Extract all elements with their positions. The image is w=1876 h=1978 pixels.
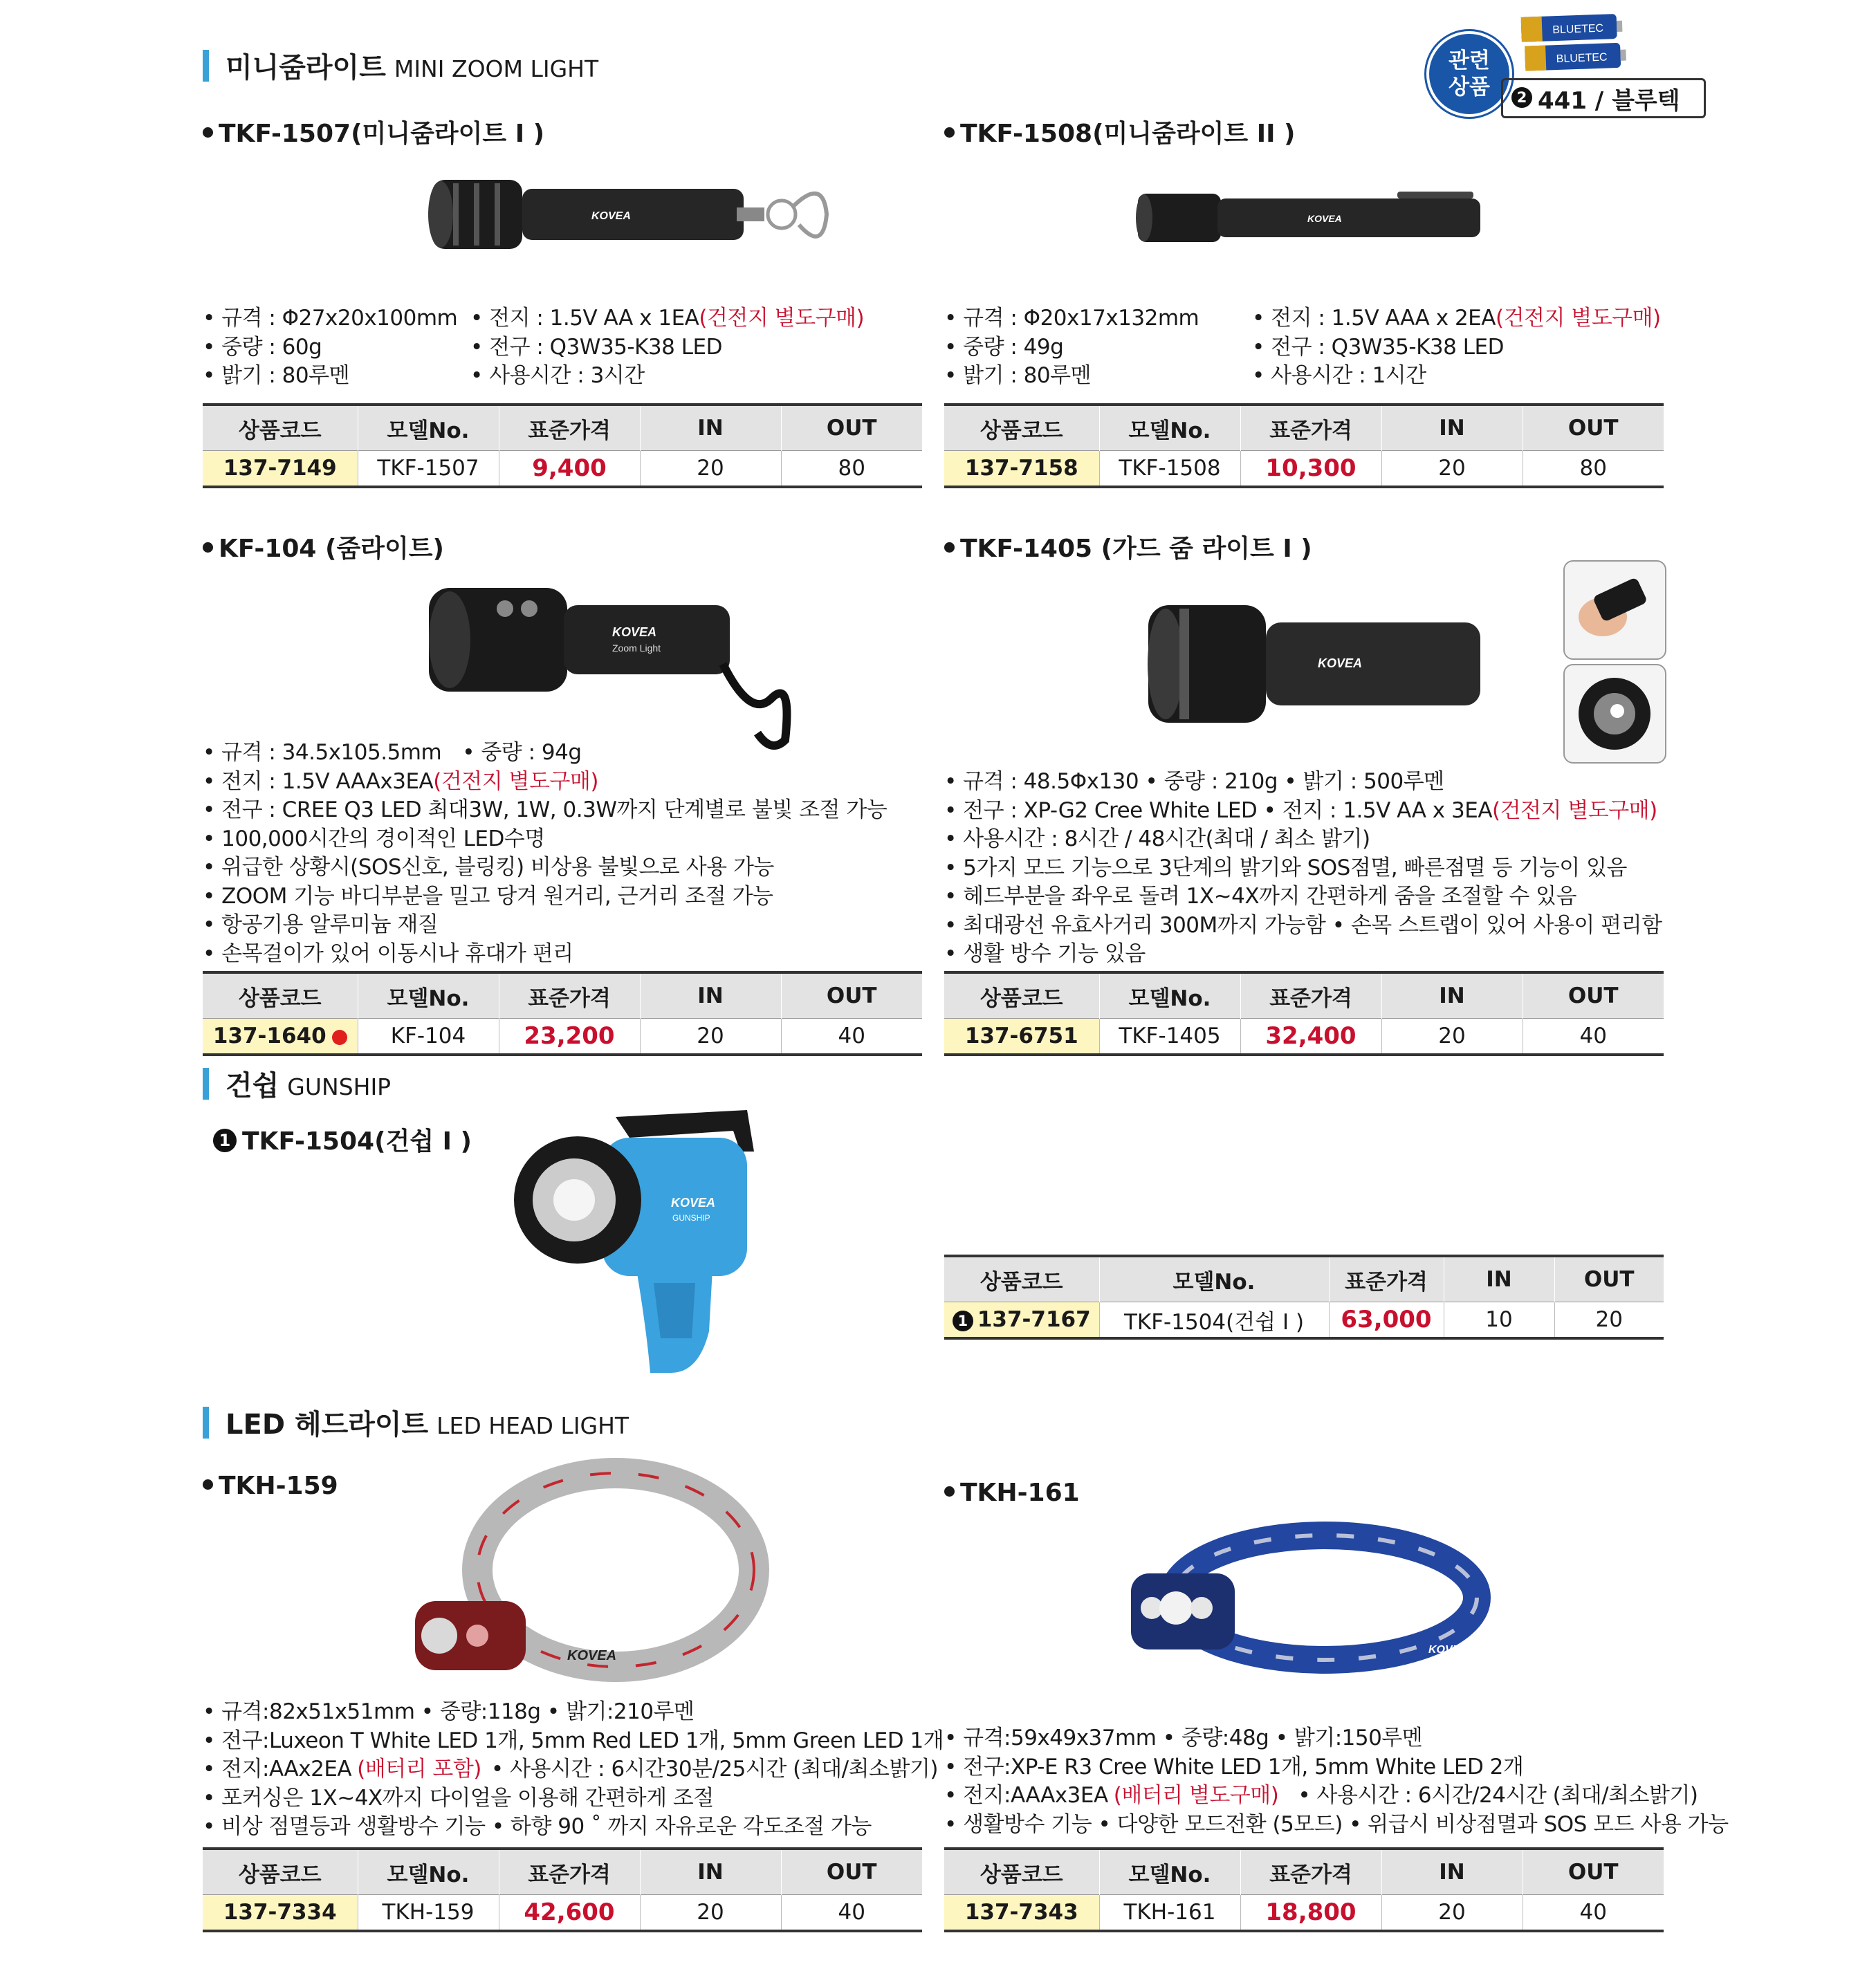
new-dot-icon xyxy=(332,1030,347,1045)
spec-line: • 규격 : Φ20x17x132mm xyxy=(944,306,1199,331)
spec-left-tkf1507 xyxy=(203,304,457,391)
battery-spec: • 전지:AAx2EA xyxy=(203,1757,352,1782)
spec-line: • 전구:XP-E R3 Cree White LED 1개, 5mm White LED 2개 xyxy=(944,1754,1524,1780)
header-in: IN xyxy=(1381,1849,1523,1895)
header-price: 표준가격 xyxy=(1240,405,1381,451)
table-row xyxy=(944,1895,1664,1932)
spec-line: • 중량 : 49g xyxy=(944,334,1064,360)
spec-line: • 규격 : Φ27x20x100mm xyxy=(203,306,458,331)
brand-sub-label: Zoom Light xyxy=(612,643,661,654)
brand-label: KOVEA xyxy=(591,210,631,222)
header-model: 모델No. xyxy=(1099,1849,1240,1895)
spec-line: • 밝기 : 80루멘 xyxy=(203,363,350,388)
product-title-text: TKH-159 xyxy=(219,1472,338,1500)
section-title-headlight xyxy=(203,1403,629,1442)
price: 63,000 xyxy=(1329,1302,1444,1339)
qty-in: 20 xyxy=(640,1895,781,1932)
header-out: OUT xyxy=(781,1849,922,1895)
battery-spec: • 전지 : 1.5V AAA x 2EA xyxy=(1252,306,1496,331)
product-title-tkf1405 xyxy=(944,529,1312,564)
qty-in: 20 xyxy=(1381,1895,1523,1932)
battery-label-top: BLUETEC xyxy=(1552,22,1604,37)
header-code: 상품코드 xyxy=(944,1849,1099,1895)
header-code: 상품코드 xyxy=(203,1849,358,1895)
table-row xyxy=(203,451,922,488)
header-model: 모델No. xyxy=(1099,972,1240,1019)
section-title-en: MINI ZOOM LIGHT xyxy=(394,55,599,82)
product-title-text: TKH-161 xyxy=(960,1479,1080,1507)
product-title-tkf1507 xyxy=(203,114,544,149)
price: 10,300 xyxy=(1240,451,1381,488)
battery-spec: • 전지 : 1.5V AAAx3EA xyxy=(203,768,434,794)
battery-note: (배터리 포함) xyxy=(357,1757,481,1782)
header-model: 모델No. xyxy=(358,405,499,451)
product-table-tkf1508 xyxy=(944,403,1664,488)
related-number-badge: 2 xyxy=(1511,87,1532,108)
table-header-row xyxy=(944,972,1664,1019)
spec-right-tkf1508 xyxy=(1252,304,1661,391)
header-in: IN xyxy=(640,405,781,451)
product-code: 137-7334 xyxy=(203,1895,358,1932)
spec-line: • 5가지 모드 기능으로 3단계의 밝기와 SOS점멸, 빠른점멸 등 기능이 있음 xyxy=(944,855,1627,880)
spec-line: • 항공기용 알루미늄 재질 xyxy=(203,912,439,937)
bullet-icon xyxy=(203,127,213,138)
spec-line: • 사용시간 : 3시간 xyxy=(470,363,645,388)
qty-out: 80 xyxy=(1523,451,1664,488)
section-accent-bar xyxy=(203,50,209,82)
spec-line: • 사용시간 : 8시간 / 48시간(최대 / 최소 밝기) xyxy=(944,826,1370,851)
spec-line: • 사용시간 : 1시간 xyxy=(1252,363,1426,388)
flashlight-kf104-image xyxy=(425,581,813,761)
spec-line xyxy=(203,768,887,797)
header-out: OUT xyxy=(1523,405,1664,451)
qty-in: 20 xyxy=(1381,1019,1523,1055)
battery-spec: • 전지:AAAx3EA xyxy=(944,1783,1108,1808)
product-code: 137-7343 xyxy=(944,1895,1099,1932)
qty-out: 20 xyxy=(1554,1302,1664,1339)
section-accent-bar xyxy=(203,1068,209,1100)
spec-line xyxy=(203,1755,944,1784)
brand-sub-label: GUNSHIP xyxy=(672,1213,710,1223)
section-accent-bar xyxy=(203,1407,209,1439)
qty-in: 20 xyxy=(640,1019,781,1055)
battery-note: (건전지 별도구매) xyxy=(699,306,865,331)
qty-in: 20 xyxy=(640,451,781,488)
header-price: 표준가격 xyxy=(1240,1849,1381,1895)
product-table-kf104 xyxy=(203,971,922,1056)
spec-line: • 전구 : Q3W35-K38 LED xyxy=(470,334,722,360)
flashlight-tkf1507-image xyxy=(425,176,840,266)
spec-line: • 생활 방수 기능 있음 xyxy=(944,941,1146,966)
header-out: OUT xyxy=(781,405,922,451)
product-title-tkh159 xyxy=(203,1472,338,1500)
related-product-text: 441 / 블루텍 xyxy=(1538,86,1680,115)
table-row xyxy=(203,1895,922,1932)
header-model: 모델No. xyxy=(1099,1256,1329,1302)
weight-spec: • 중량 : 94g xyxy=(462,740,582,765)
table-header-row xyxy=(944,1849,1664,1895)
price: 18,800 xyxy=(1240,1895,1381,1932)
header-price: 표준가격 xyxy=(499,405,640,451)
header-price: 표준가격 xyxy=(499,972,640,1019)
spec-line: • 비상 점멸등과 생활방수 기능 • 하향 90 ˚ 까지 자유로운 각도조절 가능 xyxy=(203,1814,872,1839)
product-title-text: TKF-1405 (가드 줌 라이트 I ) xyxy=(960,535,1312,563)
spec-line: • 규격:59x49x37mm • 중량:48g • 밝기:150루멘 xyxy=(944,1726,1423,1750)
bulb-battery-spec: • 전구 : XP-G2 Cree White LED • 전지 : 1.5V AA x 3EA xyxy=(944,797,1493,823)
section-title-mini-zoom xyxy=(203,46,598,85)
price: 23,200 xyxy=(499,1019,640,1055)
spec-line: • 손목걸이가 있어 이동시나 휴대가 편리 xyxy=(203,941,573,966)
spotlight-gunship-image xyxy=(512,1103,768,1380)
headlamp-tkh161-image xyxy=(1124,1522,1484,1681)
product-title-tkf1504 xyxy=(213,1122,472,1157)
table-header-row xyxy=(203,972,922,1019)
header-out: OUT xyxy=(1523,972,1664,1019)
related-product-badge xyxy=(1426,31,1512,117)
price: 32,400 xyxy=(1240,1019,1381,1055)
thumb-hand-image xyxy=(1563,560,1666,660)
spec-right-tkf1507 xyxy=(470,304,864,391)
qty-out: 40 xyxy=(1523,1019,1664,1055)
brand-label: KOVEA xyxy=(567,1648,617,1663)
spec-kf104 xyxy=(203,739,887,968)
product-code: 137-6751 xyxy=(944,1019,1099,1055)
header-code: 상품코드 xyxy=(944,972,1099,1019)
header-code: 상품코드 xyxy=(944,405,1099,451)
brand-label: KOVEA xyxy=(1307,213,1342,224)
product-code: 137-7149 xyxy=(203,451,358,488)
header-model: 모델No. xyxy=(1099,405,1240,451)
product-code-cell xyxy=(944,1302,1099,1339)
header-out: OUT xyxy=(1554,1256,1664,1302)
header-in: IN xyxy=(1381,972,1523,1019)
header-code: 상품코드 xyxy=(944,1256,1099,1302)
related-badge-line1: 관련 xyxy=(1449,48,1490,73)
header-in: IN xyxy=(640,1849,781,1895)
brand-label: KOVEA xyxy=(1318,656,1363,670)
header-price: 표준가격 xyxy=(1240,972,1381,1019)
table-header-row xyxy=(203,1849,922,1895)
header-model: 모델No. xyxy=(358,972,499,1019)
spec-line: • 규격 : 48.5Φx130 • 중량 : 210g • 밝기 : 500루멘 xyxy=(944,769,1444,794)
spec-line: • 생활방수 기능 • 다양한 모드전환 (5모드) • 위급시 비상점멸과 SOS 모드 사용 가능 xyxy=(944,1811,1729,1837)
headlamp-tkh159-image xyxy=(408,1452,782,1688)
product-table-tkh159 xyxy=(203,1847,922,1932)
battery-note: (건전지 별도구매) xyxy=(433,768,598,794)
qty-in: 10 xyxy=(1444,1302,1554,1339)
header-in: IN xyxy=(640,972,781,1019)
spec-line xyxy=(470,304,864,333)
table-row xyxy=(203,1019,922,1055)
battery-spec: • 전지 : 1.5V AA x 1EA xyxy=(470,306,699,331)
table-row xyxy=(944,451,1664,488)
flashlight-tkf1405-image xyxy=(1145,602,1491,726)
battery-image xyxy=(1522,12,1633,75)
header-price: 표준가격 xyxy=(1329,1256,1444,1302)
spec-tkh159 xyxy=(203,1698,944,1842)
related-badge-line2: 상품 xyxy=(1449,75,1490,100)
bullet-icon xyxy=(944,542,955,553)
spec-line: • 밝기 : 80루멘 xyxy=(944,363,1092,388)
table-row xyxy=(944,1019,1664,1055)
qty-out: 80 xyxy=(781,451,922,488)
header-code: 상품코드 xyxy=(203,405,358,451)
header-price: 표준가격 xyxy=(499,1849,640,1895)
spec-line: • 포커싱은 1X~4X까지 다이얼을 이용해 간편하게 조절 xyxy=(203,1785,714,1811)
price: 42,600 xyxy=(499,1895,640,1932)
qty-out: 40 xyxy=(781,1895,922,1932)
product-code-cell xyxy=(203,1019,358,1055)
header-in: IN xyxy=(1381,405,1523,451)
brand-label: KOVEA xyxy=(671,1196,716,1210)
qty-in: 20 xyxy=(1381,451,1523,488)
price: 9,400 xyxy=(499,451,640,488)
header-out: OUT xyxy=(1523,1849,1664,1895)
table-header-row xyxy=(203,405,922,451)
table-header-row xyxy=(944,405,1664,451)
product-code: 137-1640 xyxy=(212,1024,327,1048)
table-header-row xyxy=(944,1256,1664,1302)
product-table-tkh161 xyxy=(944,1847,1664,1932)
qty-out: 40 xyxy=(1523,1895,1664,1932)
product-code: 137-7167 xyxy=(977,1307,1091,1332)
spec-tkh161 xyxy=(944,1724,1729,1839)
section-title-ko: 미니줌라이트 xyxy=(226,52,386,84)
bullet-icon xyxy=(944,127,955,138)
battery-label-bottom: BLUETEC xyxy=(1556,51,1608,66)
product-title-tkf1508 xyxy=(944,114,1296,149)
spec-line xyxy=(1252,304,1661,333)
product-table-tkf1507 xyxy=(203,403,922,488)
section-title-en: LED HEAD LIGHT xyxy=(436,1412,629,1439)
thumb-lens-image xyxy=(1563,664,1666,764)
header-code: 상품코드 xyxy=(203,972,358,1019)
product-title-text: KF-104 (줌라이트) xyxy=(219,535,445,563)
product-table-tkf1504 xyxy=(944,1255,1664,1340)
spec-tkf1405 xyxy=(944,768,1662,969)
spec-line: • 위급한 상황시(SOS신호, 블링킹) 비상용 불빛으로 사용 가능 xyxy=(203,855,774,880)
section-title-en: GUNSHIP xyxy=(287,1073,392,1100)
header-model: 모델No. xyxy=(358,1849,499,1895)
size-spec: • 규격 : 34.5x105.5mm xyxy=(203,740,442,765)
spec-line: • 전구 : CREE Q3 LED 최대3W, 1W, 0.3W까지 단계별로 불빛 조절 가능 xyxy=(203,797,888,822)
product-title-tkh161 xyxy=(944,1479,1080,1507)
section-title-gunship xyxy=(203,1064,391,1103)
spec-line: • 최대광선 유효사거리 300M까지 가능함 • 손목 스트랩이 있어 사용이 편리함 xyxy=(944,912,1662,938)
product-title-text: TKF-1507(미니줌라이트 I ) xyxy=(219,120,545,148)
bullet-icon xyxy=(203,542,213,553)
model-no: KF-104 xyxy=(358,1019,499,1055)
model-no: TKF-1504(건쉽 I ) xyxy=(1099,1302,1329,1339)
spec-line xyxy=(944,1782,1729,1811)
spec-line: • 100,000시간의 경이적인 LED수명 xyxy=(203,826,545,851)
table-row xyxy=(944,1302,1664,1339)
related-product-box xyxy=(1501,78,1706,118)
section-title-ko: LED 헤드라이트 xyxy=(226,1409,429,1441)
spec-line: • 중량 : 60g xyxy=(203,334,322,360)
model-no: TKF-1405 xyxy=(1099,1019,1240,1055)
spec-line: • 전구 : Q3W35-K38 LED xyxy=(1252,334,1504,360)
model-no: TKH-161 xyxy=(1099,1895,1240,1932)
header-in: IN xyxy=(1444,1256,1554,1302)
spec-line: • 전구:Luxeon T White LED 1개, 5mm Red LED 1개, 5mm Green LED 1개 xyxy=(203,1728,944,1753)
header-out: OUT xyxy=(781,972,922,1019)
spec-line xyxy=(944,797,1662,826)
model-no: TKF-1507 xyxy=(358,451,499,488)
product-title-text: TKF-1508(미니줌라이트 II ) xyxy=(960,120,1296,148)
flashlight-tkf1508-image xyxy=(1134,183,1494,252)
spec-line: • 헤드부분을 좌우로 돌려 1X~4X까지 간편하게 줌을 조절할 수 있음 xyxy=(944,884,1577,909)
battery-note: (건전지 별도구매) xyxy=(1495,306,1661,331)
section-title-ko: 건쉽 xyxy=(226,1070,279,1102)
spec-left-tkf1508 xyxy=(944,304,1199,391)
spec-line: • 규격:82x51x51mm • 중량:118g • 밝기:210루멘 xyxy=(203,1699,695,1724)
product-title-kf104 xyxy=(203,529,444,564)
qty-out: 40 xyxy=(781,1019,922,1055)
number-badge: 1 xyxy=(953,1311,973,1331)
model-no: TKF-1508 xyxy=(1099,451,1240,488)
battery-note: (건전지 별도구매) xyxy=(1492,797,1657,823)
model-no: TKH-159 xyxy=(358,1895,499,1932)
bullet-icon xyxy=(203,1479,213,1490)
runtime-spec: • 사용시간 : 6시간/24시간 (최대/최소밝기) xyxy=(1298,1783,1698,1808)
product-code: 137-7158 xyxy=(944,451,1099,488)
bullet-icon xyxy=(944,1486,955,1497)
battery-note: (배터리 별도구매) xyxy=(1113,1783,1279,1808)
spec-line xyxy=(203,739,887,768)
product-table-tkf1405 xyxy=(944,971,1664,1056)
runtime-spec: • 사용시간 : 6시간30분/25시간 (최대/최소밝기) xyxy=(490,1757,938,1782)
brand-label: KOVEA xyxy=(612,625,657,639)
number-badge: 1 xyxy=(213,1129,237,1152)
spec-line: • ZOOM 기능 바디부분을 밀고 당겨 원거리, 근거리 조절 가능 xyxy=(203,883,773,909)
product-title-text: TKF-1504(건쉽 I ) xyxy=(242,1127,472,1156)
brand-label: KOVEA xyxy=(1428,1644,1468,1656)
